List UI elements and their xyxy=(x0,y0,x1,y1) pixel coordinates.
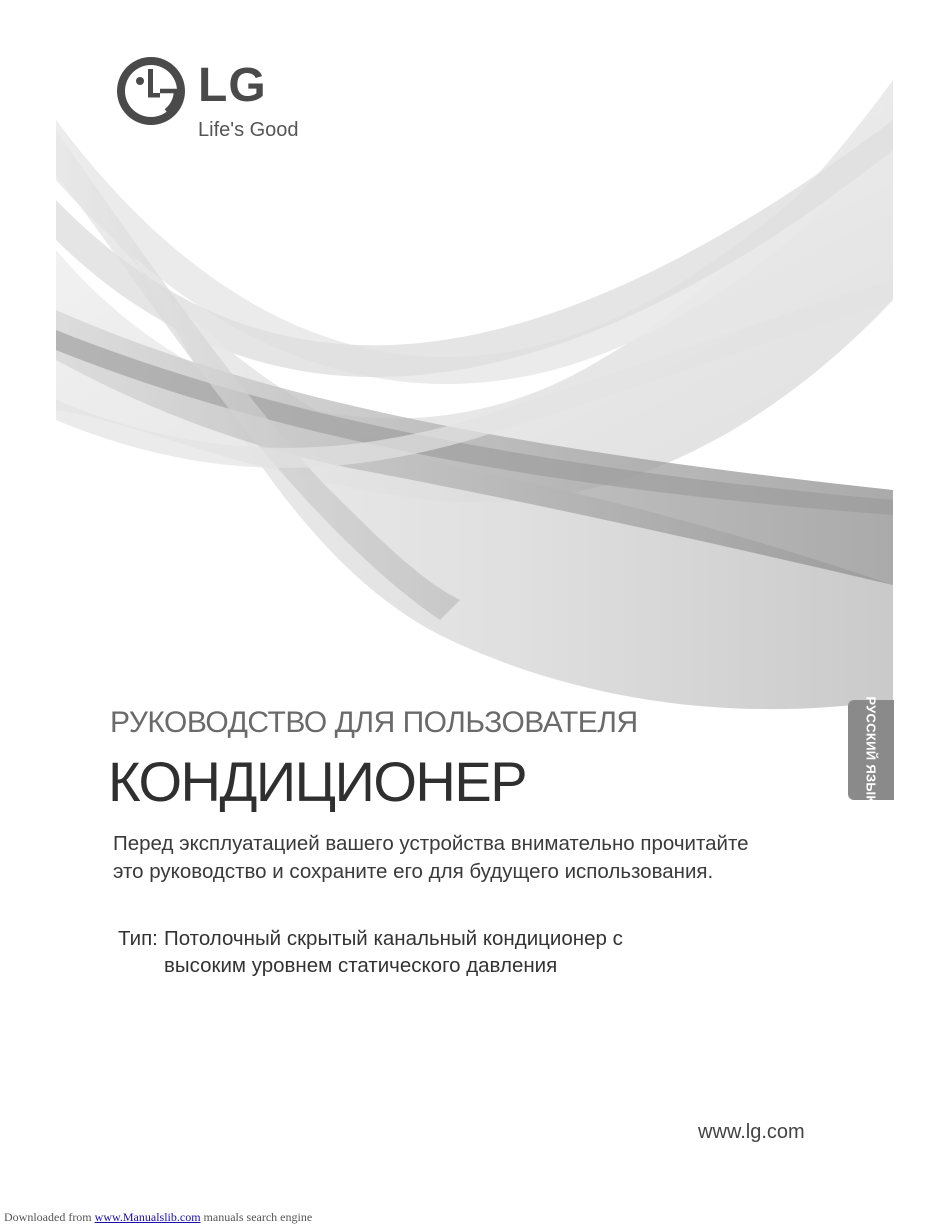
website-url: www.lg.com xyxy=(698,1121,805,1143)
intro-line: Перед эксплуатацией вашего устройства внимательно прочитайте xyxy=(113,832,749,855)
document-title: КОНДИЦИОНЕР xyxy=(108,750,527,813)
download-footer xyxy=(4,1210,312,1225)
footer-suffix: manuals search engine xyxy=(203,1210,313,1224)
intro-paragraph xyxy=(113,830,749,886)
type-label: Тип: xyxy=(118,927,158,950)
document-subtitle: РУКОВОДСТВО ДЛЯ ПОЛЬЗОВАТЕЛЯ xyxy=(110,706,638,739)
manualslib-link[interactable]: www.Manualslib.com xyxy=(94,1210,201,1224)
lg-logo-icon xyxy=(116,56,186,126)
footer-prefix: Downloaded from xyxy=(4,1210,92,1224)
type-line: Потолочный скрытый канальный кондиционер с xyxy=(164,927,623,950)
language-tab-label: РУССКИЙ ЯЗЫК xyxy=(863,696,879,804)
intro-line: это руководство и сохраните его для будущего использования. xyxy=(113,860,714,883)
language-tab xyxy=(848,696,894,804)
type-line: высоким уровнем статического давления xyxy=(164,954,558,977)
brand-slogan: Life's Good xyxy=(198,119,299,141)
lg-logo-wordmark: LG xyxy=(198,59,267,112)
product-type xyxy=(118,925,623,979)
